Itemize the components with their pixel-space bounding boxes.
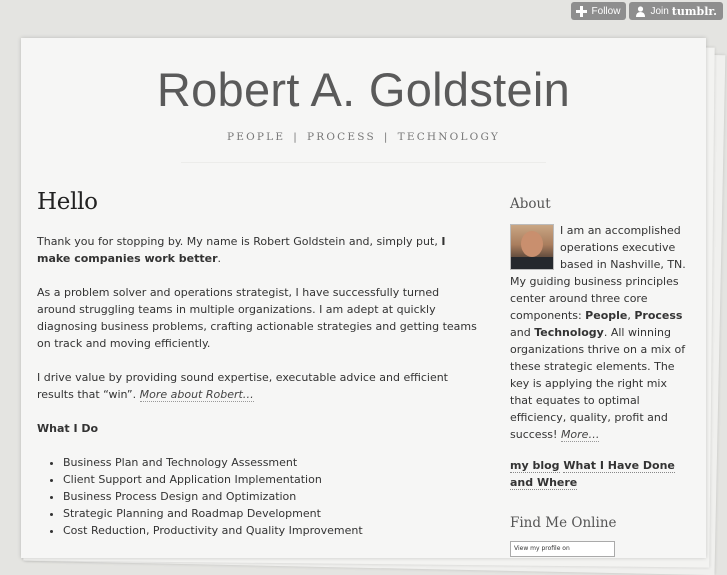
post-title: Hello: [37, 189, 98, 215]
my-blog-link[interactable]: my blog: [510, 459, 560, 472]
about-text: I am an accomplished operations executive based in Nashville, TN. My guiding business principles center around three core components: People, Process and Technology. All winning organizations thrive on a mix of these strategic elements. The key is applying the right mix that equates to optimal efficiency, quality, profit and success! More…: [510, 224, 686, 441]
tagline-process: PROCESS: [306, 131, 376, 143]
header-divider: [181, 162, 546, 163]
site-title[interactable]: Robert A. Goldstein: [156, 63, 571, 116]
follow-label: Follow: [591, 5, 621, 17]
highlight-text: I make companies work better: [37, 235, 446, 265]
find-me-section: [510, 515, 688, 557]
find-me-heading: Find Me Online: [510, 515, 617, 531]
plus-icon: [575, 4, 589, 18]
post-paragraph-2: As a problem solver and operations strategist, I have successfully turned around struggling teams in multiple organizations. I am adept at quickly diagnosing business problems, crafting actionable strategies and getting teams on track and moving efficiently.: [37, 286, 477, 350]
list-item: • Business Plan and Technology Assessment: [63, 454, 477, 471]
site-tagline: [21, 131, 706, 143]
tagline-separator: |: [293, 131, 299, 143]
sidebar: [510, 196, 688, 557]
tagline-technology: TECHNOLOGY: [397, 131, 500, 143]
what-i-have-done-link[interactable]: What I Have Done and Where: [510, 459, 675, 489]
join-label: Join: [650, 5, 669, 17]
tumblr-controls: [571, 2, 723, 20]
page-paper: [21, 38, 706, 558]
tagline-people: PEOPLE: [226, 131, 286, 143]
tagline-separator: |: [383, 131, 390, 143]
list-item: • Business Process Design and Optimization: [63, 488, 477, 505]
about-heading: About: [510, 196, 551, 212]
follow-button[interactable]: [571, 2, 627, 20]
tumblr-logo: tumblr.: [671, 4, 717, 18]
post-paragraph-3: I drive value by providing sound expertise, executable advice and efficient results that “win”. More about Robert…: [37, 371, 448, 401]
what-i-do-heading: What I Do: [37, 422, 99, 435]
more-about-link[interactable]: More about Robert…: [139, 388, 254, 401]
linkedin-profile-badge[interactable]: View my profile on: [510, 541, 615, 557]
main-post: [37, 188, 477, 539]
services-list: [37, 454, 477, 539]
about-more-link[interactable]: More…: [560, 428, 600, 441]
list-item: • Client Support and Application Implementation: [63, 471, 477, 488]
user-icon: [633, 4, 647, 18]
post-paragraph-1: Thank you for stopping by. My name is Robert Goldstein and, simply put, I make companies work better.: [37, 235, 446, 265]
avatar: [510, 224, 554, 270]
list-item: • Cost Reduction, Productivity and Quality Improvement: [63, 522, 477, 539]
sidebar-links: [510, 457, 688, 491]
join-tumblr-button[interactable]: [629, 2, 723, 20]
list-item: • Strategic Planning and Roadmap Development: [63, 505, 477, 522]
